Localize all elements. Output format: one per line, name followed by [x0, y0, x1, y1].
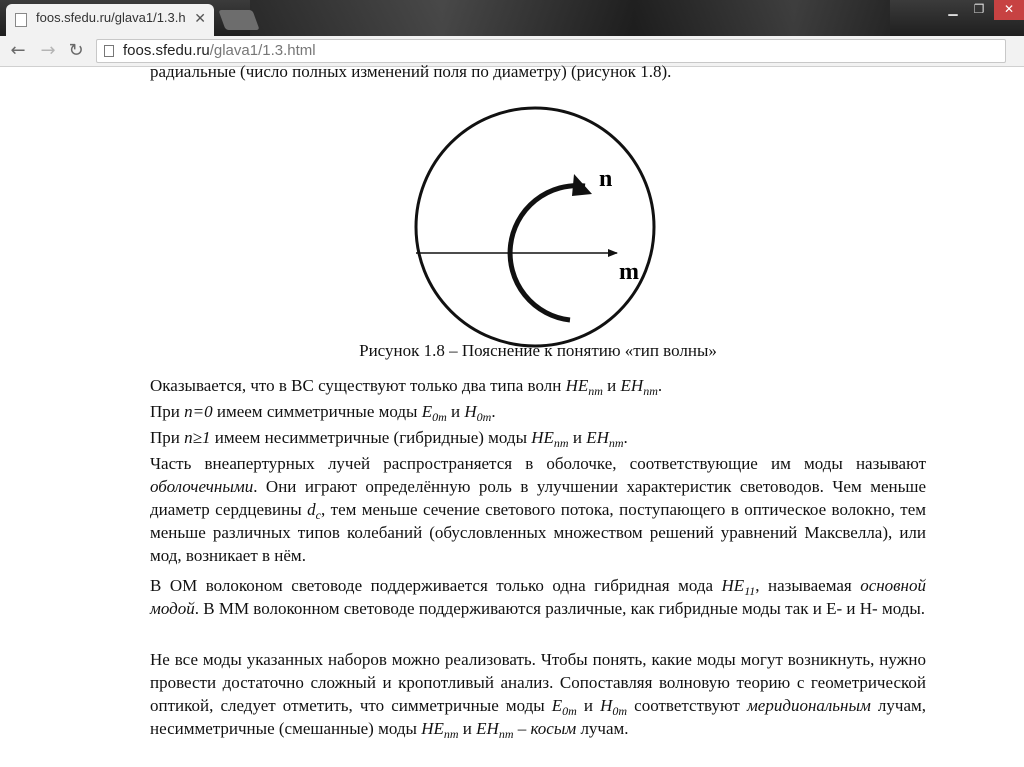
wave-type-diagram [412, 104, 662, 354]
figure-caption: Рисунок 1.8 – Пояснение к понятию «тип волны» [359, 341, 717, 360]
paragraph-6: Не все моды указанных наборов можно реализовать. Чтобы понять, какие моды могут возникнуть, нужно провести достаточно сложный и кропотливый анализ. Сопоставляя волновую теорию с геометрической оптикой, следует отметить, что симметричные моды $E_{0m}$ и $H_{0m}$ соответствуют меридиональным лучам, несимметричные (смешанные) моды $HE_{nm}$ и $EH_{nm}$ – косым лучам. [150, 650, 927, 741]
paragraph-3: При n≥1 имеем несимметричные (гибридные) моды $HE_{nm}$ и $EH_{nm}$. [150, 428, 628, 450]
back-arrow-icon[interactable]: ← [10, 40, 26, 61]
tab-title: foos.sfedu.ru/glava1/1.3.h [36, 10, 186, 25]
partial-text-line: радиальные (число полных изменений поля по диаметру) (рисунок 1.8). [150, 62, 672, 81]
reload-icon[interactable]: ↻ [68, 40, 84, 61]
close-window-icon[interactable]: ✕ [994, 0, 1024, 20]
paragraph-2: При n=0 имеем симметричные моды $E_{0m}$ и $H_{0m}$. [150, 402, 496, 424]
label-m: m [619, 259, 639, 285]
outer-circle [416, 108, 654, 346]
curved-arrowhead [572, 174, 592, 196]
browser-tab[interactable] [6, 4, 214, 36]
label-n: n [599, 166, 613, 192]
paragraph-1: Оказывается, что в ВС существуют только два типа волн $HE_{nm}$ и $EH_{nm}$. [150, 376, 663, 398]
minimize-icon[interactable]: ▁ [948, 2, 958, 16]
forward-arrow-icon[interactable]: → [40, 40, 56, 61]
url-path: /glava1/1.3.html [209, 42, 316, 59]
paragraph-4: Часть внеапертурных лучей распространяется в оболочке, соответствующие им моды называют оболочечными. Они играют определённую роль в улучшении характеристик световодов. Чем меньше диаметр сердцевины $d_c$, тем меньше сечение светового потока, поступающего в оптическое волокно, тем меньше различных типов колебаний (обусловленных множеством решений уравнений Максвелла), или мод, возникает в нём. [150, 454, 927, 565]
url-host: foos.sfedu.ru [123, 42, 210, 59]
page-icon [15, 13, 27, 27]
tab-strip-background [250, 0, 890, 36]
new-tab-button[interactable] [218, 10, 259, 30]
paragraph-5: В ОМ волоконом световоде поддерживается только одна гибридная мода $HE_{11}$, называемая основной модой. В ММ волоконном световоде поддерживаются различные, как гибридные моды так и Е- и Н- моды. [150, 576, 926, 618]
close-icon[interactable]: ✕ [194, 10, 206, 26]
maximize-icon[interactable]: ❐ [973, 2, 985, 16]
browser-tab-strip [0, 0, 1024, 36]
page-info-icon[interactable] [104, 45, 114, 57]
